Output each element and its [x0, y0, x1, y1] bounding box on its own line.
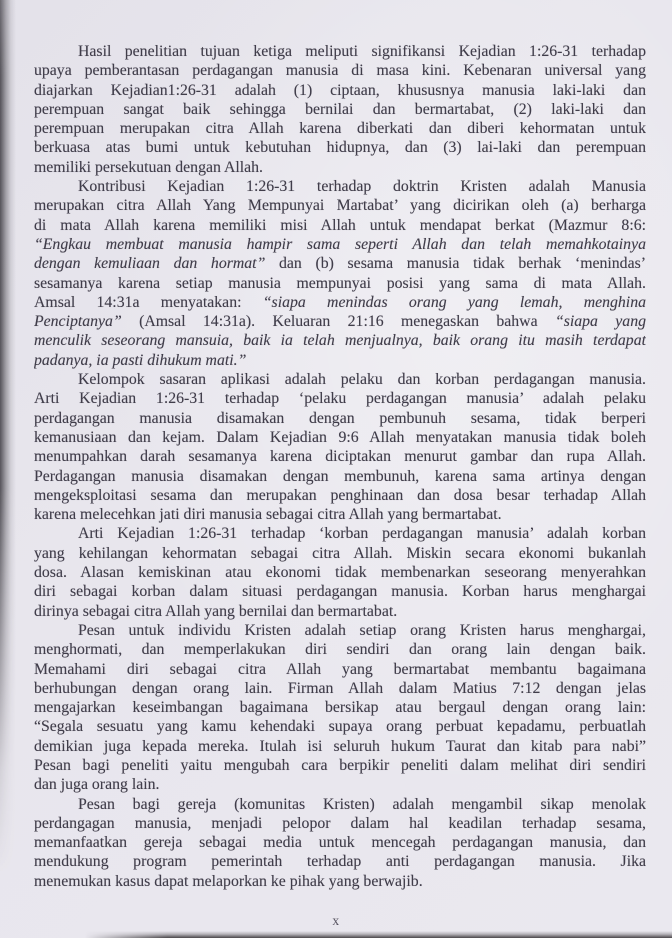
text-line — [34, 602, 646, 621]
text-segment: Memahami diri sebagai citra Allah yang bermartabat membantu bagaimana — [34, 660, 646, 678]
text-segment: menghormati, dan memperlakukan diri sendiri dan orang lain dengan baik. — [34, 641, 646, 659]
text-line — [34, 582, 646, 601]
paragraph — [34, 177, 646, 370]
text-line — [34, 563, 646, 582]
text-line — [34, 274, 646, 293]
text-line — [34, 331, 646, 350]
text-segment: upaya pemberantasan perdagangan manusia di masa kini. Kebenaran universal yang — [34, 62, 646, 80]
text-line — [34, 370, 646, 389]
page-number: x — [332, 913, 340, 928]
text-segment: Hasil penelitian tujuan ketiga meliputi signifikansi Kejadian 1:26-31 terhadap — [78, 43, 646, 60]
text-segment: Kontribusi Kejadian 1:26-31 terhadap doktrin Kristen adalah Manusia — [78, 178, 646, 196]
text-segment: diri sebagai korban dalam situasi perdagangan manusia. Korban harus menghargai — [34, 583, 646, 601]
text-segment: dan juga orang lain. — [34, 776, 160, 794]
text-segment: “siapa yang — [554, 313, 646, 331]
text-segment: berkuasa atas bumi untuk kebutuhan hidupnya, dan (3) lai-laki dan perempuan — [34, 139, 646, 157]
text-segment: menculik seseorang mansuia, baik ia telah menjualnya, baik orang itu masih terdapat — [34, 332, 646, 350]
text-segment: berhubungan dengan orang lain. Firman Allah dalam Matius 7:12 dengan jelas — [34, 679, 646, 697]
text-segment: diajarkan Kejadian1:26-31 adalah (1) ciptaan, khususnya manusia laki-laki dan — [34, 81, 646, 99]
text-segment: kemanusiaan dan kejam. Dalam Kejadian 9:6 Allah menyatakan manusia tidak boleh — [34, 428, 646, 446]
scan-shadow-left — [0, 0, 16, 938]
text-line — [34, 621, 646, 640]
text-segment: perempuan sangat baik sehingga bernilai dan bermartabat, (2) laki-laki dan — [34, 100, 646, 118]
text-segment: merupakan citra Allah Yang Mempunyai Martabat’ yang dicirikan oleh (a) berharga — [34, 197, 646, 215]
text-segment: “Engkau membuat manusia hampir sama seperti Allah dan telah memahkotainya — [34, 235, 646, 253]
text-segment: dan (b) sesama manusia tidak berhak ‘menindas’ — [265, 255, 646, 273]
text-line — [34, 409, 646, 428]
text-line — [34, 138, 646, 157]
text-segment: “Segala sesuatu yang kamu kehendaki supaya orang perbuat kepadamu, perbuatlah — [34, 718, 646, 736]
text-segment: memiliki persekutuan dengan Allah. — [34, 158, 264, 176]
text-segment: karena melecehkan jati diri manusia sebagai citra Allah yang bermartabat. — [34, 506, 502, 524]
text-segment: dirinya sebagai citra Allah yang bernilai dan bermartabat. — [34, 602, 398, 620]
text-line — [34, 660, 646, 679]
text-line — [34, 467, 646, 486]
document-body — [34, 42, 646, 891]
text-segment: sesamanya karena setiap manusia mempunyai posisi yang sama di mata Allah. — [34, 274, 646, 292]
paragraph — [34, 370, 646, 524]
paragraph — [34, 795, 646, 891]
text-segment: Pesan untuk individu Kristen adalah setiap orang Kristen harus menghargai, — [78, 621, 646, 639]
text-segment: Pesan bagi gereja (komunitas Kristen) adalah mengambil sikap menolak — [78, 795, 646, 813]
text-segment: perdangagan manusia, menjadi pelopor dalam hal keadilan terhadap sesama, — [34, 814, 646, 832]
text-line — [34, 698, 646, 717]
text-line — [34, 389, 646, 408]
text-line — [34, 486, 646, 505]
text-segment: perdagangan manusia disamakan dengan pembunuh sesama, tidak berperi — [34, 409, 646, 427]
text-line — [34, 833, 646, 852]
paragraph — [34, 621, 646, 795]
paragraph — [34, 524, 646, 620]
text-segment: yang kehilangan kehormatan sebagai citra Allah. Miskin secara ekonomi bukanlah — [34, 544, 646, 562]
text-line — [34, 717, 646, 736]
text-segment: Perdagangan manusia disamakan dengan membunuh, karena sama artinya dengan — [34, 467, 646, 485]
text-line — [34, 42, 646, 61]
text-segment: padanya, ia pasti dihukum mati.” — [34, 351, 247, 369]
text-segment: dengan kemuliaan dan hormat” — [34, 255, 266, 273]
text-segment: perempuan merupakan citra Allah karena diberkati dan diberi kehormatan untuk — [34, 120, 646, 138]
text-line — [34, 216, 646, 235]
text-line — [34, 351, 646, 370]
text-segment: menemukan kasus dapat melaporkan ke pihak yang berwajib. — [34, 872, 423, 890]
text-line — [34, 872, 646, 891]
text-segment: (Amsal 14:31a). Keluaran 21:16 menegaskan bahwa — [121, 313, 555, 331]
paragraph — [34, 42, 646, 177]
text-line — [34, 119, 646, 138]
text-segment: Kelompok sasaran aplikasi adalah pelaku dan korban perdagangan manusia. — [78, 371, 646, 389]
text-segment: menumpahkan darah sesamanya karena diciptakan menurut gambar dan rupa Allah. — [34, 448, 646, 466]
text-segment: dosa. Alasan kemiskinan atau ekonomi tidak membenarkan seseorang menyerahkan — [34, 564, 646, 582]
text-line — [34, 254, 646, 273]
scan-shadow-bottom — [85, 931, 672, 938]
text-line — [34, 737, 646, 756]
text-line — [34, 235, 646, 254]
text-line — [34, 177, 646, 196]
text-segment: Pesan bagi peneliti yaitu mengubah cara berpikir peneliti dalam melihat diri sendiri — [34, 756, 646, 774]
text-segment: mengajarkan keseimbangan bagaimana bersikap atau bergaul dengan orang lain: — [34, 699, 646, 717]
text-segment: Arti Kejadian 1:26-31 terhadap ‘korban perdagangan manusia’ adalah korban — [78, 525, 646, 543]
text-line — [34, 756, 646, 775]
text-line — [34, 795, 646, 814]
text-line — [34, 775, 646, 794]
text-line — [34, 852, 646, 871]
text-line — [34, 312, 646, 331]
text-segment: mendukung program pemerintah terhadap anti perdagangan manusia. Jika — [34, 853, 646, 871]
text-segment: Penciptanya” — [34, 313, 122, 331]
text-line — [34, 158, 646, 177]
text-segment: memanfaatkan gereja sebagai media untuk mencegah perdagangan manusia, dan — [34, 834, 646, 852]
text-line — [34, 505, 646, 524]
text-line — [34, 679, 646, 698]
text-line — [34, 81, 646, 100]
text-segment: Arti Kejadian 1:26-31 terhadap ‘pelaku perdagangan manusia’ adalah pelaku — [34, 390, 646, 408]
text-segment: mengeksploitasi sesama dan merupakan penghinaan dan dosa besar terhadap Allah — [34, 486, 646, 504]
text-line — [34, 428, 646, 447]
text-segment: Amsal 14:31a menyatakan: — [34, 293, 263, 311]
text-line — [34, 100, 646, 119]
text-segment: demikian juga kepada mereka. Itulah isi seluruh hukum Taurat dan kitab para nabi” — [34, 737, 646, 755]
text-line — [34, 640, 646, 659]
text-segment: “siapa menindas orang yang lemah, menghina — [262, 293, 646, 311]
text-segment: di mata Allah karena memiliki misi Allah untuk mendapat berkat (Mazmur 8:6: — [34, 216, 646, 234]
text-line — [34, 61, 646, 80]
text-line — [34, 544, 646, 563]
text-line — [34, 814, 646, 833]
text-line — [34, 196, 646, 215]
text-line — [34, 524, 646, 543]
text-line — [34, 447, 646, 466]
text-line — [34, 293, 646, 312]
